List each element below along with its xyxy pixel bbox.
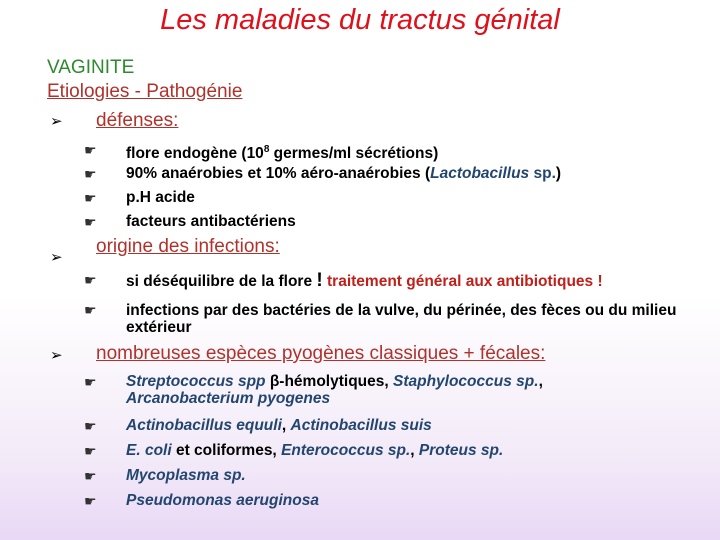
pointing-hand-icon: ☛ <box>84 443 97 459</box>
arrow-bullet-icon: ➢ <box>50 113 63 130</box>
list-item: si déséquilibre de la flore ! traitement général aux antibiotiques ! <box>126 270 603 291</box>
arrow-bullet-icon: ➢ <box>50 347 63 364</box>
slide-title: Les maladies du tractus génital <box>160 4 560 36</box>
pointing-hand-icon: ☛ <box>84 190 97 206</box>
list-item: Actinobacillus equuli, Actinobacillus suis <box>126 417 432 434</box>
list-item: facteurs antibactériens <box>126 213 296 230</box>
arrow-bullet-icon: ➢ <box>50 249 63 266</box>
pointing-hand-icon: ☛ <box>84 418 97 434</box>
group-heading-especes: nombreuses espèces pyogènes classiques + fécales: <box>96 343 546 364</box>
group-heading-defenses: défenses: <box>96 110 179 131</box>
section-title: VAGINITE <box>47 57 135 78</box>
pointing-hand-icon: ☛ <box>84 214 97 230</box>
pointing-hand-icon: ☛ <box>84 468 97 484</box>
pointing-hand-icon: ☛ <box>84 272 97 288</box>
list-item: Streptococcus spp β-hémolytiques, Staphylococcus sp., Arcanobacterium pyogenes <box>126 373 543 407</box>
list-item: E. coli et coliformes, Enterococcus sp., Proteus sp. <box>126 442 504 459</box>
group-heading-origine: origine des infections: <box>96 236 280 257</box>
list-item: Mycoplasma sp. <box>126 467 246 484</box>
pointing-hand-icon: ☛ <box>84 166 97 182</box>
pointing-hand-icon: ☛ <box>84 142 97 158</box>
list-item: 90% anaérobies et 10% aéro-anaérobies (Lactobacillus sp.) <box>126 165 562 182</box>
list-item: infections par des bactéries de la vulve, du périnée, des fèces ou du milieu extérieur <box>126 302 677 336</box>
pointing-hand-icon: ☛ <box>84 493 97 509</box>
pointing-hand-icon: ☛ <box>84 302 97 318</box>
list-item: p.H acide <box>126 189 195 206</box>
pointing-hand-icon: ☛ <box>84 374 97 390</box>
list-item: Pseudomonas aeruginosa <box>126 492 319 509</box>
list-item: flore endogène ($10^8$ germes/ml sécrétions) <box>126 144 439 163</box>
subsection-title: Etiologies - Pathogénie <box>47 81 243 102</box>
